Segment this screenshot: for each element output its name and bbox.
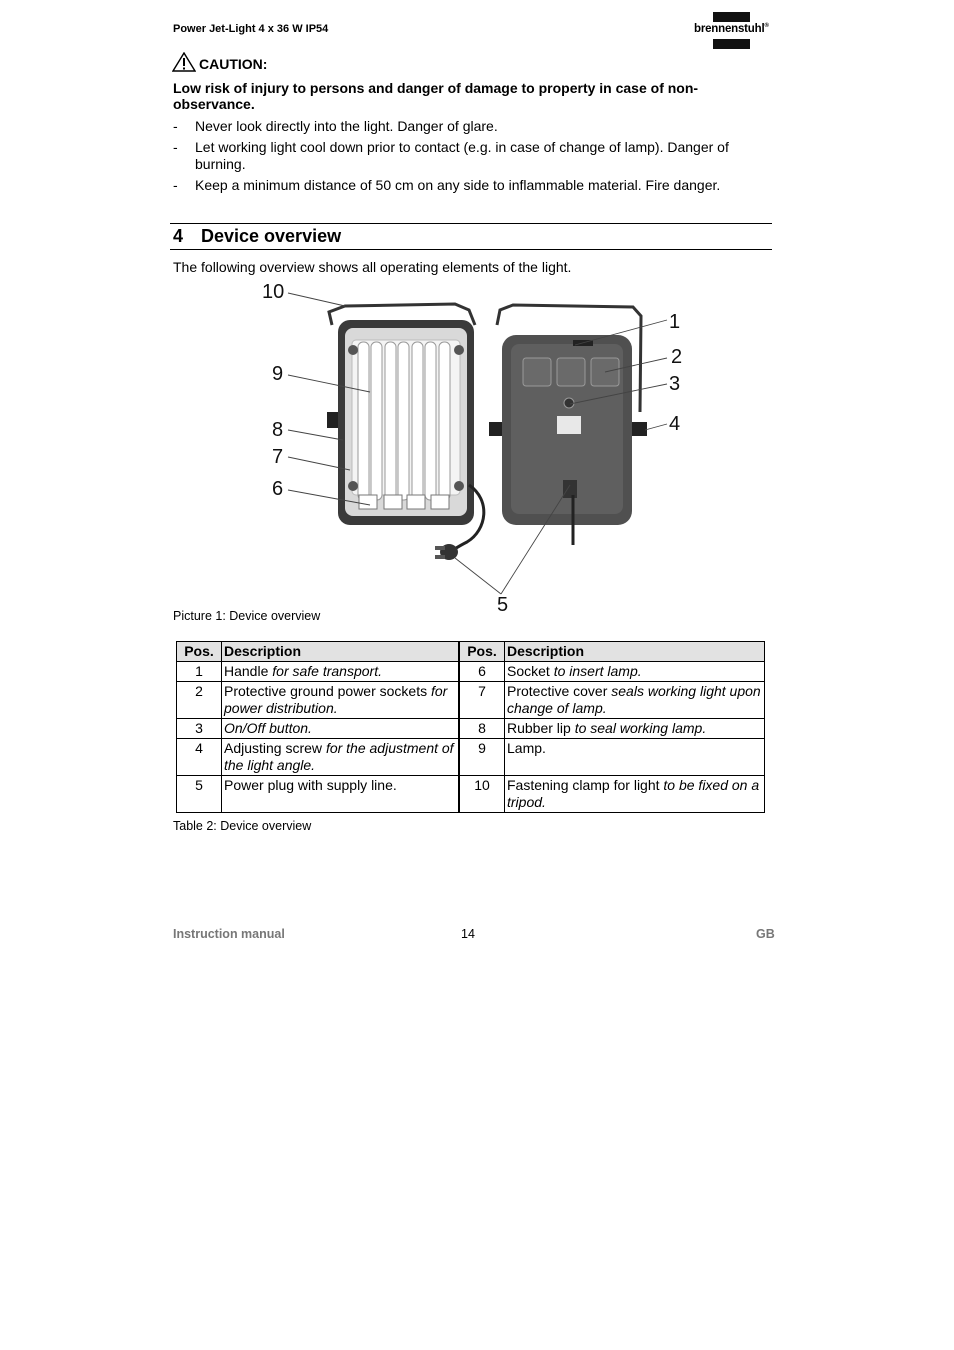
description-italic: for power distribution. bbox=[224, 683, 448, 716]
section-heading bbox=[173, 226, 341, 247]
description-plain: Handle bbox=[224, 663, 273, 679]
table-cell-description bbox=[222, 719, 460, 739]
device-back-illustration bbox=[489, 305, 647, 545]
table-cell-description bbox=[222, 682, 460, 719]
section-title: Device overview bbox=[201, 226, 342, 246]
header-description: Description bbox=[505, 642, 765, 662]
callout-2: 2 bbox=[671, 346, 683, 368]
description-plain: Fastening clamp for light bbox=[507, 777, 664, 793]
description-italic: to seal working lamp. bbox=[574, 720, 707, 736]
description-italic: On/Off button. bbox=[224, 720, 312, 736]
header-pos: Pos. bbox=[177, 642, 222, 662]
header-pos: Pos. bbox=[459, 642, 505, 662]
table-header-row bbox=[177, 642, 765, 662]
logo-text bbox=[694, 23, 769, 35]
device-front-illustration bbox=[327, 304, 484, 560]
logo-bar-bottom bbox=[713, 39, 750, 49]
callout-9: 9 bbox=[272, 363, 284, 385]
table-cell-pos: 1 bbox=[177, 662, 222, 682]
picture-caption: Picture 1: Device overview bbox=[173, 609, 321, 623]
logo-registered-mark: ® bbox=[764, 23, 769, 30]
description-italic: seals working light upon change of lamp. bbox=[507, 683, 761, 716]
logo-bar-top bbox=[713, 12, 750, 22]
document-header-title: Power Jet-Light 4 x 36 W IP54 bbox=[173, 23, 329, 35]
table-cell-pos: 8 bbox=[459, 719, 505, 739]
description-italic: to insert lamp. bbox=[553, 663, 642, 679]
footer-language: GB bbox=[756, 927, 775, 941]
table-cell-pos: 10 bbox=[459, 776, 505, 813]
callout-7: 7 bbox=[272, 446, 284, 468]
table-cell-pos: 3 bbox=[177, 719, 222, 739]
section-rule-bottom bbox=[170, 249, 772, 250]
table-cell-pos: 4 bbox=[177, 739, 222, 776]
table-cell-description bbox=[222, 739, 460, 776]
description-plain: Socket bbox=[507, 663, 554, 679]
table-cell-description bbox=[505, 739, 765, 776]
warning-triangle-icon bbox=[172, 52, 196, 72]
caution-item-text: Keep a minimum distance of 50 cm on any side to inflammable material. Fire danger. bbox=[195, 177, 721, 193]
bullet-dash: - bbox=[173, 118, 178, 134]
table-cell-pos: 5 bbox=[177, 776, 222, 813]
description-plain: Rubber lip bbox=[507, 720, 575, 736]
callout-1: 1 bbox=[669, 311, 681, 333]
callout-6: 6 bbox=[272, 478, 284, 500]
table-cell-pos: 6 bbox=[459, 662, 505, 682]
table-caption: Table 2: Device overview bbox=[173, 819, 312, 833]
device-overview-table bbox=[176, 641, 765, 813]
table-row bbox=[177, 662, 765, 682]
footer-manual-label: Instruction manual bbox=[173, 927, 285, 941]
table-cell-description bbox=[505, 719, 765, 739]
description-plain: Protective cover bbox=[507, 683, 612, 699]
section-rule-top bbox=[170, 223, 772, 224]
description-plain: Power plug with supply line. bbox=[224, 777, 397, 793]
table-cell-description bbox=[222, 776, 460, 813]
device-overview-figure bbox=[255, 280, 695, 615]
description-italic: for the adjustment of the light angle. bbox=[224, 740, 454, 773]
caution-warning-text: Low risk of injury to persons and danger of damage to property in case of non-observance. bbox=[173, 80, 699, 112]
brand-logo bbox=[694, 12, 776, 52]
description-italic: to be fixed on a tripod. bbox=[507, 777, 760, 810]
table-cell-pos: 2 bbox=[177, 682, 222, 719]
description-plain: Adjusting screw bbox=[224, 740, 326, 756]
caution-label: CAUTION: bbox=[199, 56, 268, 72]
description-italic: for safe transport. bbox=[272, 663, 382, 679]
callout-3: 3 bbox=[669, 373, 681, 395]
header-description: Description bbox=[222, 642, 460, 662]
table-cell-description bbox=[505, 662, 765, 682]
logo-wordmark: brennenstuhl bbox=[694, 23, 765, 35]
caution-item-text: Let working light cool down prior to contact (e.g. in case of change of lamp). Danger of burning. bbox=[195, 139, 729, 172]
bullet-dash: - bbox=[173, 177, 178, 193]
table-row bbox=[177, 719, 765, 739]
table-cell-description bbox=[222, 662, 460, 682]
table-row bbox=[177, 682, 765, 719]
table-cell-description bbox=[505, 682, 765, 719]
table-cell-pos: 7 bbox=[459, 682, 505, 719]
caution-line bbox=[172, 52, 267, 72]
bullet-dash: - bbox=[173, 139, 178, 155]
footer-page-number: 14 bbox=[461, 927, 475, 941]
description-plain: Lamp. bbox=[507, 740, 546, 756]
table-row bbox=[177, 739, 765, 776]
section-number: 4 bbox=[173, 226, 184, 246]
section-intro: The following overview shows all operating elements of the light. bbox=[173, 259, 572, 275]
description-plain: Protective ground power sockets bbox=[224, 683, 431, 699]
table-cell-description bbox=[505, 776, 765, 813]
callout-10: 10 bbox=[262, 281, 285, 303]
table-row bbox=[177, 776, 765, 813]
callout-8: 8 bbox=[272, 419, 284, 441]
caution-item-text: Never look directly into the light. Danger of glare. bbox=[195, 118, 498, 134]
callout-5: 5 bbox=[497, 594, 509, 615]
table-cell-pos: 9 bbox=[459, 739, 505, 776]
callout-4: 4 bbox=[669, 413, 681, 435]
